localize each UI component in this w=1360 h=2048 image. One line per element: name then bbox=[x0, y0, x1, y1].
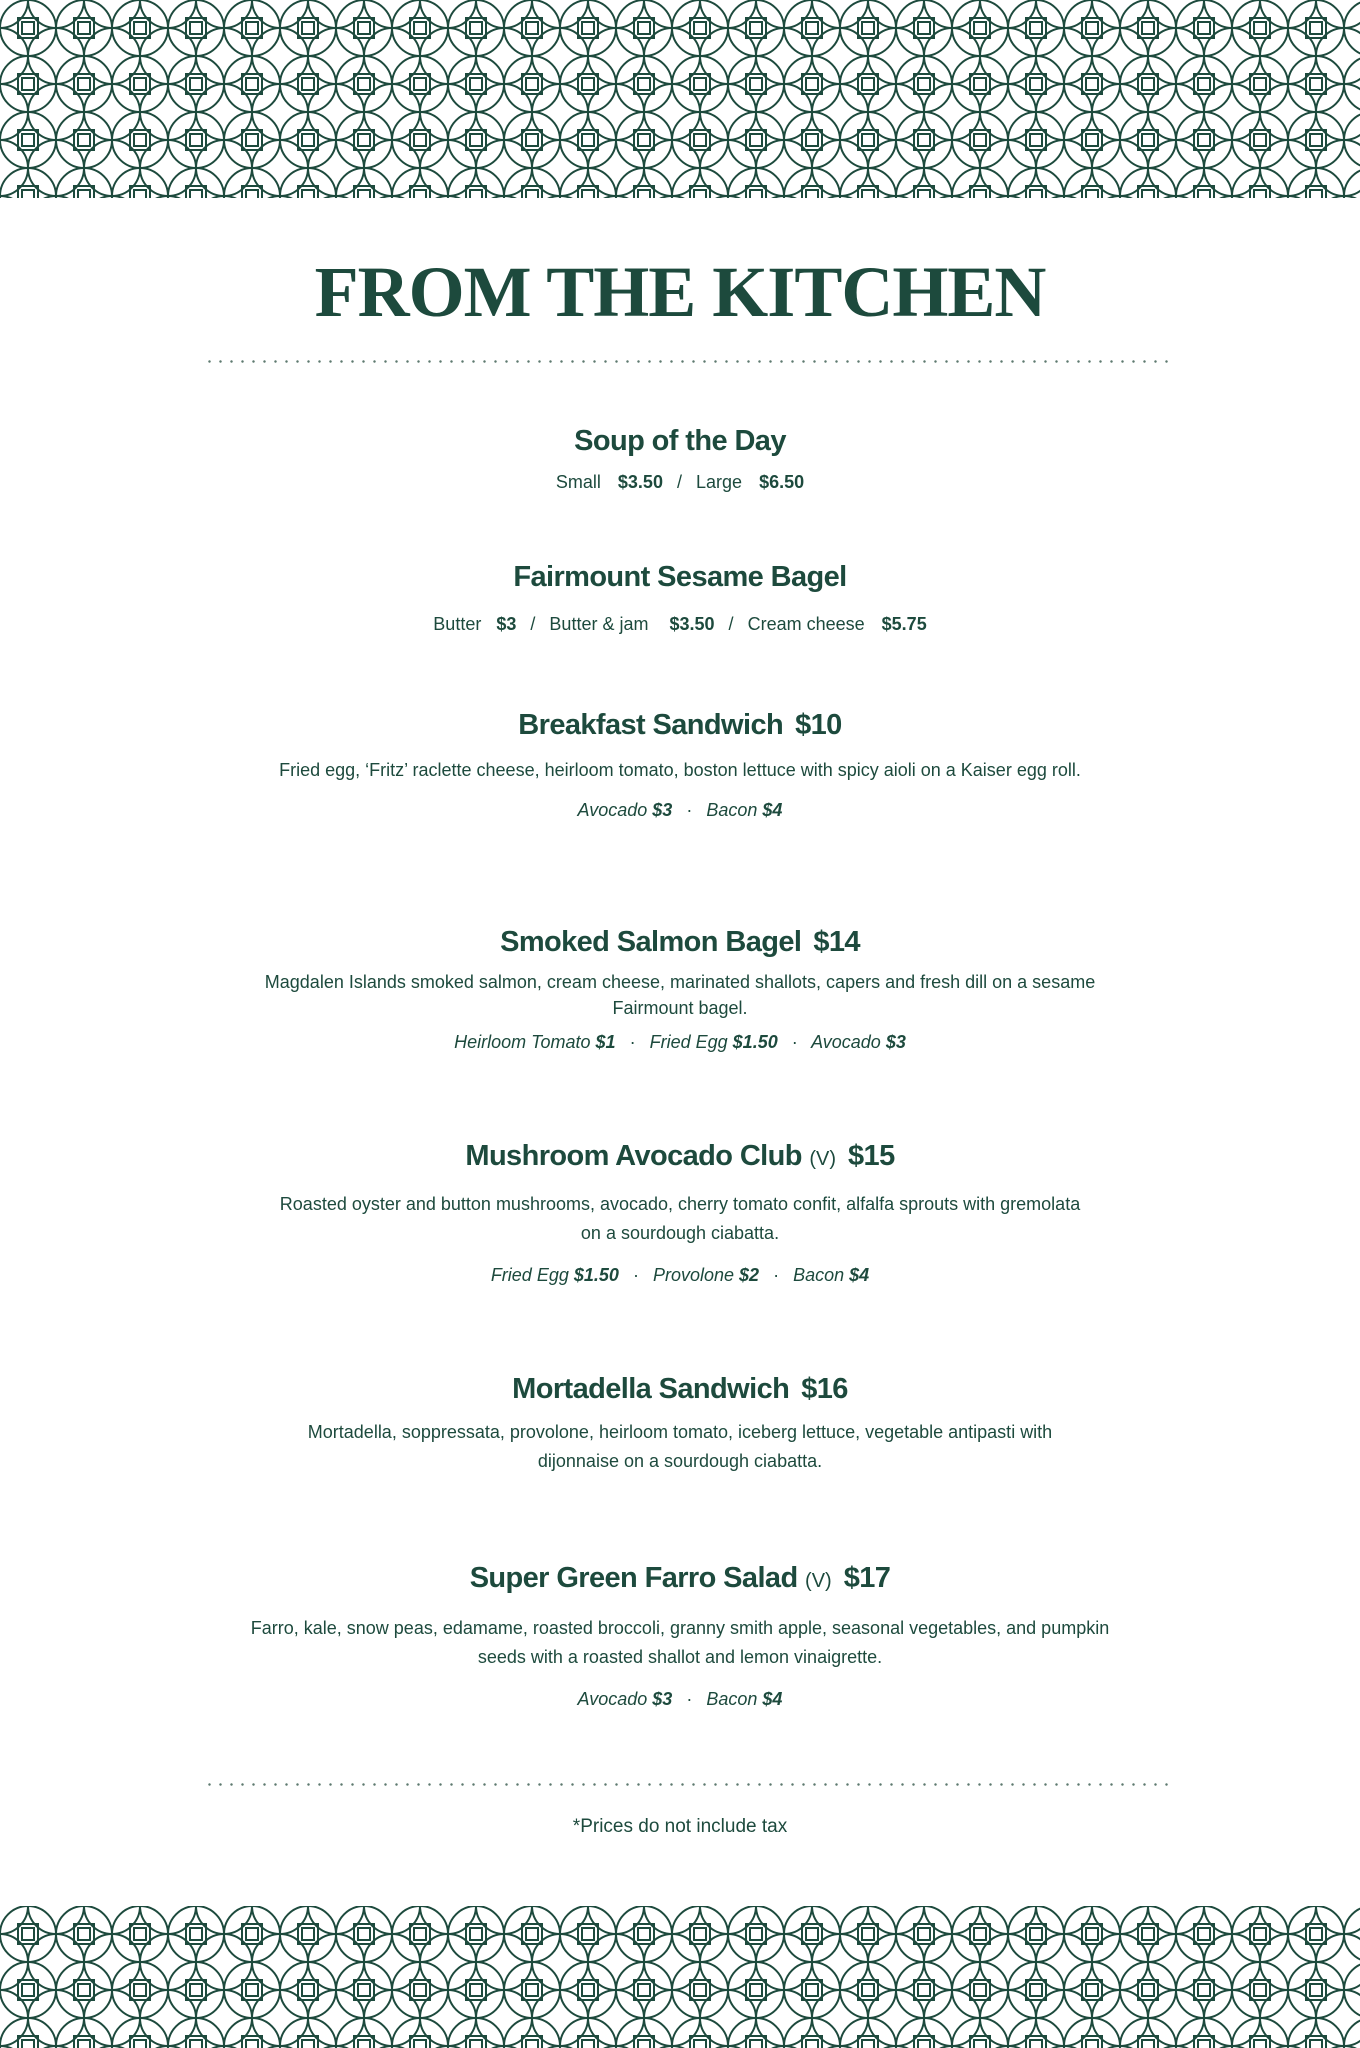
item-name-text: Fairmount Sesame Bagel bbox=[513, 561, 847, 593]
separator: / bbox=[530, 614, 536, 634]
separator: / bbox=[728, 614, 734, 634]
menu-item-soup bbox=[180, 424, 1180, 494]
menu-item-mushroom-avocado-club bbox=[180, 1139, 1180, 1288]
addon-label: Avocado bbox=[577, 800, 648, 820]
item-name bbox=[180, 424, 1180, 458]
addon-label: Avocado bbox=[577, 1689, 648, 1709]
item-name-text: Smoked Salmon Bagel bbox=[500, 926, 802, 958]
dotted-divider-top bbox=[204, 360, 1172, 363]
vegetarian-tag: (V) bbox=[805, 1570, 832, 1592]
separator: · bbox=[773, 1265, 780, 1285]
addon-price: $1.50 bbox=[573, 1265, 619, 1285]
separator: / bbox=[676, 472, 682, 492]
menu-item-bagel bbox=[180, 560, 1180, 636]
size-label: Butter bbox=[433, 614, 482, 634]
item-name bbox=[180, 708, 1180, 742]
item-name-text: Mushroom Avocado Club bbox=[465, 1140, 802, 1172]
item-name bbox=[180, 1372, 1180, 1406]
addon-label: Fried Egg bbox=[649, 1032, 728, 1052]
item-price: $14 bbox=[813, 926, 860, 958]
dotted-divider-bottom bbox=[204, 1783, 1172, 1786]
addon-label: Fried Egg bbox=[490, 1265, 569, 1285]
menu-item-breakfast-sandwich bbox=[180, 708, 1180, 823]
item-price: $17 bbox=[843, 1562, 891, 1594]
item-addons bbox=[180, 1686, 1180, 1712]
item-name-text: Breakfast Sandwich bbox=[518, 709, 784, 741]
addon-price: $3 bbox=[652, 1689, 673, 1709]
item-price: $15 bbox=[848, 1140, 895, 1172]
item-sizes bbox=[180, 612, 1180, 636]
item-addons bbox=[180, 1029, 1180, 1055]
item-name bbox=[180, 925, 1180, 959]
addon-label: Bacon bbox=[793, 1265, 845, 1285]
size-price: $6.50 bbox=[759, 472, 805, 492]
addon-price: $3 bbox=[885, 1032, 906, 1052]
size-price: $5.75 bbox=[881, 614, 927, 634]
item-name bbox=[180, 1139, 1180, 1176]
addon-price: $4 bbox=[762, 800, 783, 820]
addon-price: $1.50 bbox=[732, 1032, 778, 1052]
item-sizes bbox=[180, 470, 1180, 494]
item-name bbox=[180, 560, 1180, 594]
separator: · bbox=[686, 800, 693, 820]
addon-price: $4 bbox=[762, 1689, 783, 1709]
addon-label: Avocado bbox=[811, 1032, 881, 1052]
item-price: $16 bbox=[801, 1373, 848, 1405]
separator: · bbox=[686, 1689, 693, 1709]
item-addons bbox=[180, 797, 1180, 823]
menu-item-mortadella-sandwich bbox=[180, 1372, 1180, 1476]
addon-label: Bacon bbox=[706, 800, 758, 820]
item-price: $10 bbox=[795, 709, 842, 741]
size-price: $3.50 bbox=[617, 472, 663, 492]
size-price: $3.50 bbox=[669, 614, 715, 634]
page-title: FROM THE KITCHEN bbox=[314, 252, 1046, 332]
addon-price: $4 bbox=[849, 1265, 870, 1285]
separator: · bbox=[632, 1265, 639, 1285]
separator: · bbox=[629, 1032, 636, 1052]
addon-price: $3 bbox=[652, 800, 673, 820]
size-label: Large bbox=[696, 472, 743, 492]
size-label: Cream cheese bbox=[747, 614, 865, 634]
decorative-pattern-top bbox=[0, 0, 1360, 198]
item-description: Roasted oyster and button mushrooms, avocado, cherry tomato confit, alfalfa sprouts with gremolata on a sourdough ciabatta. bbox=[279, 1194, 1081, 1243]
menu-item-smoked-salmon-bagel bbox=[180, 925, 1180, 1055]
addon-label: Bacon bbox=[706, 1689, 758, 1709]
item-description: Fried egg, ‘Fritz’ raclette cheese, heirloom tomato, boston lettuce with spicy aioli on a Kaiser egg roll. bbox=[279, 760, 1081, 780]
addon-price: $2 bbox=[739, 1265, 760, 1285]
item-description: Magdalen Islands smoked salmon, cream cheese, marinated shallots, capers and fresh dill on a sesame Fairmount bagel. bbox=[264, 972, 1096, 1018]
item-name-text: Super Green Farro Salad bbox=[469, 1562, 798, 1594]
item-description: Farro, kale, snow peas, edamame, roasted broccoli, granny smith apple, seasonal vegetables, and pumpkin seeds with a roasted shallot and lemon vinaigrette. bbox=[250, 1618, 1110, 1667]
size-price: $3 bbox=[496, 614, 517, 634]
separator: · bbox=[791, 1032, 798, 1052]
menu-item-super-green-farro-salad bbox=[180, 1561, 1180, 1712]
addon-price: $1 bbox=[595, 1032, 616, 1052]
item-description: Mortadella, soppressata, provolone, heirloom tomato, iceberg lettuce, vegetable antipasti with dijonnaise on a sourdough ciabatta. bbox=[307, 1422, 1053, 1471]
item-name bbox=[180, 1561, 1180, 1598]
addon-label: Heirloom Tomato bbox=[454, 1032, 591, 1052]
tax-note: *Prices do not include tax bbox=[572, 1816, 788, 1837]
vegetarian-tag: (V) bbox=[809, 1148, 837, 1170]
menu-content bbox=[0, 198, 1360, 1906]
item-addons bbox=[180, 1262, 1180, 1288]
item-name-text: Mortadella Sandwich bbox=[512, 1373, 790, 1405]
addon-label: Provolone bbox=[652, 1265, 735, 1285]
size-label: Butter & jam bbox=[549, 614, 649, 634]
size-label: Small bbox=[555, 472, 601, 492]
decorative-pattern-bottom bbox=[0, 1906, 1360, 2048]
item-name-text: Soup of the Day bbox=[574, 425, 786, 457]
